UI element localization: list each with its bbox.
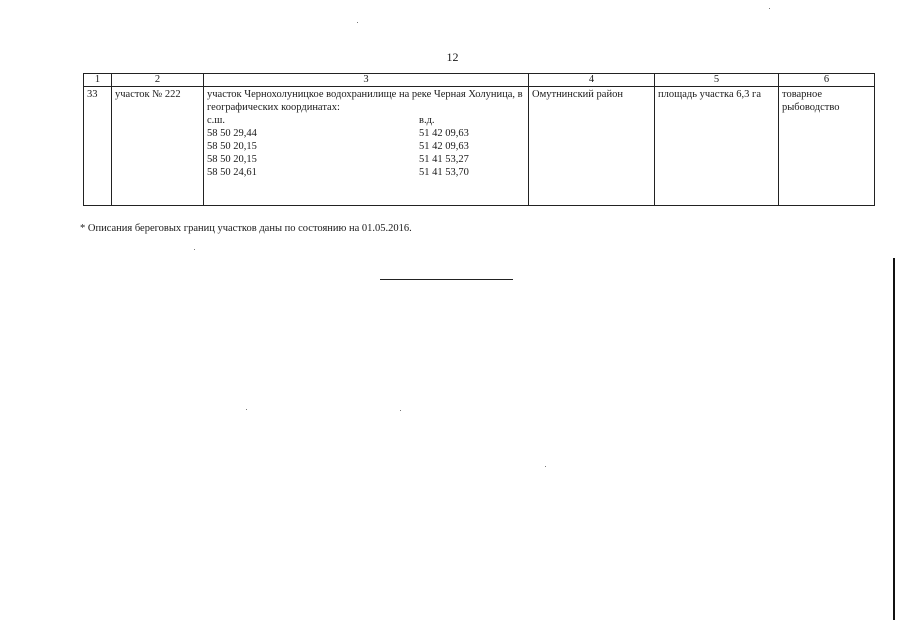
longitude-value: 51 42 09,63	[419, 128, 469, 139]
column-header: 5	[655, 74, 779, 87]
latitude-value: 58 50 20,15	[207, 141, 257, 152]
column-header: 2	[112, 74, 204, 87]
longitude-header: в.д.	[419, 115, 435, 126]
plot-description-text: участок Чернохолуницкое водохранилище на реке Черная Холуница, в географических координатах:	[207, 89, 523, 113]
footnote: * Описания береговых границ участков даны по состоянию на 01.05.2016.	[80, 223, 412, 234]
column-header: 6	[779, 74, 875, 87]
column-header: 1	[84, 74, 112, 87]
scan-speck	[357, 22, 358, 23]
page-number: 12	[446, 50, 459, 64]
scan-speck	[246, 409, 247, 410]
latitude-value: 58 50 29,44	[207, 128, 257, 139]
table-row	[84, 87, 875, 206]
latitude-value: 58 50 20,15	[207, 154, 257, 165]
column-header: 3	[204, 74, 529, 87]
row-number-cell: 33	[84, 87, 112, 206]
scan-edge-line	[893, 258, 895, 620]
longitude-value: 51 42 09,63	[419, 141, 469, 152]
longitude-value: 51 41 53,70	[419, 167, 469, 178]
table-header-row	[84, 74, 875, 87]
coordinates-header-row	[207, 114, 525, 127]
purpose-cell: товарное рыбоводство	[779, 87, 875, 206]
plot-description-cell	[204, 87, 529, 206]
fishery-plots-table	[83, 73, 875, 206]
scan-speck	[400, 410, 401, 411]
separator-line	[380, 279, 513, 280]
coordinate-row	[207, 140, 525, 153]
scan-speck	[769, 8, 770, 9]
latitude-header: с.ш.	[207, 115, 225, 126]
coordinate-row	[207, 166, 525, 179]
district-cell: Омутнинский район	[529, 87, 655, 206]
coordinate-row	[207, 153, 525, 166]
area-cell: площадь участка 6,3 га	[655, 87, 779, 206]
coordinates-table	[207, 114, 525, 179]
longitude-value: 51 41 53,27	[419, 154, 469, 165]
column-header: 4	[529, 74, 655, 87]
latitude-value: 58 50 24,61	[207, 167, 257, 178]
scan-speck	[545, 466, 546, 467]
coordinate-row	[207, 127, 525, 140]
plot-name-cell: участок № 222	[112, 87, 204, 206]
scan-speck	[194, 249, 195, 250]
